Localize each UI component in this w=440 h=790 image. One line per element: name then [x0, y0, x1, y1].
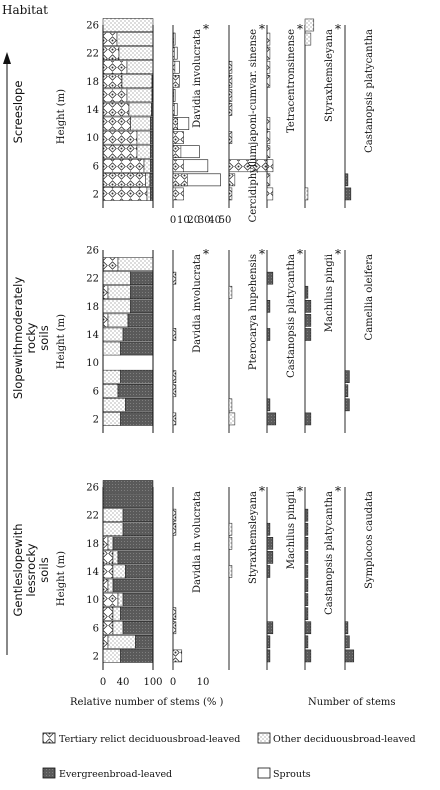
species-star: *	[259, 22, 265, 36]
height-tick-label: 2	[92, 651, 99, 663]
species-bar	[267, 565, 270, 577]
height-tick-label: 18	[86, 301, 99, 313]
species-bar	[173, 413, 176, 425]
species-bar	[345, 636, 349, 648]
stack-segment-other	[103, 398, 126, 411]
species-bar	[305, 622, 311, 634]
stack-segment-evergreen	[121, 342, 154, 355]
stack-segment-other	[108, 537, 113, 550]
stack-segment-other	[119, 47, 153, 60]
species-bar	[229, 103, 232, 115]
height-tick-label: 18	[86, 538, 99, 550]
stack-segment-other	[118, 593, 123, 606]
species-bar	[229, 413, 235, 425]
stack-segment-other	[147, 187, 151, 200]
stack-segment-evergreen	[123, 509, 153, 522]
height-axis-label: Height (m)	[56, 88, 67, 145]
height-tick-label: 22	[86, 510, 99, 522]
species-bar	[305, 537, 308, 549]
species-bar	[305, 650, 311, 662]
stack-segment-evergreen	[123, 593, 153, 606]
species-bar	[305, 300, 311, 312]
habitat-label: Slopewithmoderately	[11, 276, 25, 400]
species-bar	[229, 399, 232, 411]
species-bar	[267, 523, 270, 535]
height-tick-label: 14	[86, 566, 99, 578]
stack-segment-evergreen	[128, 314, 153, 327]
stack-segment-other	[103, 18, 153, 31]
stack-segment-tertiary	[103, 314, 108, 327]
species-bar	[267, 636, 270, 648]
legend-swatch-sprouts	[258, 768, 270, 778]
species-bar	[267, 132, 270, 144]
height-axis-label: Height (m)	[56, 313, 67, 370]
species-bar	[229, 565, 232, 577]
stack-segment-other	[103, 523, 123, 536]
stack-segment-other	[108, 286, 131, 299]
stack-segment-evergreen	[103, 495, 153, 508]
species-bar	[173, 272, 176, 284]
stack-segment-evergreen	[103, 480, 153, 493]
species-name: Davidia involucrata	[192, 254, 203, 353]
species-name: Castanopsis platycantha	[286, 254, 297, 378]
count-tick-label: 30	[197, 215, 211, 226]
stack-segment-tertiary	[103, 593, 118, 606]
species-bar	[173, 47, 174, 59]
species-name: Castanopsis platycantha	[364, 29, 375, 153]
species-star: *	[297, 484, 303, 498]
species-bar	[267, 272, 273, 284]
stack-segment-other	[108, 635, 136, 648]
height-tick-label: 14	[86, 329, 99, 341]
stack-segment-tertiary	[103, 173, 146, 186]
species-bar	[305, 413, 311, 425]
stack-segment-other	[129, 103, 152, 116]
species-bar	[267, 146, 270, 158]
species-bar	[305, 188, 308, 200]
species-name: Cercidiphyllumjaponi-cumvar. sinense	[248, 29, 259, 223]
species-bar	[267, 328, 270, 340]
stack-segment-tertiary	[103, 621, 113, 634]
stack-segment-other	[103, 649, 121, 662]
stack-segment-tertiary	[103, 607, 113, 620]
species-bar	[305, 594, 308, 606]
species-bar	[267, 75, 270, 87]
species-star: *	[297, 22, 303, 36]
stack-segment-other	[127, 61, 153, 74]
stack-segment-evergreen	[123, 523, 153, 536]
habitat-header: Habitat	[2, 3, 48, 17]
species-bar	[267, 399, 270, 411]
species-bar	[305, 19, 314, 31]
stack-segment-evergreen	[118, 384, 153, 397]
species-bar	[305, 286, 308, 298]
stack-segment-evergreen	[123, 621, 153, 634]
height-axis-label: Height (m)	[56, 550, 67, 607]
stack-segment-other	[122, 75, 152, 88]
stack-segment-evergreen	[123, 328, 153, 341]
height-tick-label: 10	[86, 358, 99, 370]
stack-segment-evergreen	[121, 649, 154, 662]
species-star: *	[259, 484, 265, 498]
stack-segment-other	[144, 159, 151, 172]
height-tick-label: 22	[86, 48, 99, 60]
species-name: Davidia involucrata	[192, 29, 203, 128]
height-tick-label: 14	[86, 104, 99, 116]
species-name: Camellia oleifera	[364, 254, 375, 341]
legend-label-other: Other deciduousbroad-leaved	[273, 734, 416, 745]
stack-segment-other	[118, 258, 153, 271]
species-bar	[345, 188, 351, 200]
stack-segment-other	[103, 328, 123, 341]
stack-segment-other	[103, 342, 121, 355]
species-name: Pterocarya hupehensis	[248, 254, 259, 371]
stack-segment-other	[113, 607, 121, 620]
species-name: Machilus pingii	[286, 491, 297, 570]
stack-segment-evergreen	[131, 286, 154, 299]
stack-segment-tertiary	[103, 187, 147, 200]
species-bar	[173, 608, 176, 620]
species-bar	[173, 523, 176, 535]
height-tick-label: 6	[92, 386, 99, 398]
stack-segment-evergreen	[113, 579, 153, 592]
stack-segment-other	[103, 384, 118, 397]
species-bar	[267, 413, 276, 425]
species-bar	[173, 160, 183, 172]
species-bar	[305, 509, 308, 521]
habitat-label: soils	[37, 325, 51, 351]
species-bar	[345, 385, 348, 397]
species-bar	[267, 537, 273, 549]
stack-segment-other	[127, 89, 152, 102]
species-bar	[173, 89, 174, 101]
species-bar	[267, 118, 270, 130]
stack-segment-tertiary	[103, 565, 113, 578]
species-bar	[229, 188, 232, 200]
species-star: *	[335, 247, 341, 261]
count-axis-label: Number of stems	[308, 697, 396, 708]
species-name: Tetracentronsinense	[286, 29, 297, 133]
species-star: *	[203, 22, 209, 36]
stack-segment-evergreen	[136, 635, 154, 648]
stack-segment-other	[103, 370, 121, 383]
species-bar	[345, 174, 348, 186]
stack-segment-evergreen	[126, 565, 154, 578]
height-tick-label: 26	[86, 245, 99, 257]
stack-segment-tertiary	[103, 103, 129, 116]
species-bar	[267, 61, 270, 73]
legend-swatch-other	[258, 733, 270, 743]
count-tick-label: 50	[218, 215, 232, 226]
species-bar	[345, 399, 349, 411]
legend-label-sprouts: Sprouts	[273, 769, 311, 780]
habitat-arrow-head	[3, 52, 11, 64]
stack-segment-tertiary	[103, 145, 137, 158]
height-tick-label: 26	[86, 20, 99, 32]
stack-segment-evergreen	[113, 537, 153, 550]
stack-segment-other	[113, 565, 126, 578]
species-bar	[267, 622, 273, 634]
species-bar	[345, 650, 354, 662]
species-name: Symplocos caudata	[364, 491, 375, 589]
species-star: *	[335, 22, 341, 36]
species-bar	[305, 551, 308, 563]
species-bar	[229, 75, 232, 87]
stack-segment-tertiary	[103, 537, 108, 550]
stack-segment-other	[146, 173, 151, 186]
habitat-label: rocky	[24, 322, 38, 354]
stack-segment-evergreen	[118, 551, 153, 564]
species-bar	[229, 61, 232, 73]
species-bar	[229, 286, 232, 298]
species-bar	[229, 523, 232, 535]
legend	[43, 733, 416, 780]
species-bar	[229, 174, 235, 186]
stack-segment-other	[108, 579, 113, 592]
species-bar	[173, 188, 184, 200]
panel-3	[11, 480, 375, 688]
stack-segment-tertiary	[103, 89, 127, 102]
species-bar	[173, 132, 184, 144]
species-bar	[305, 580, 308, 592]
stack-segment-other	[113, 621, 123, 634]
relative-tick-label: 0	[99, 677, 107, 688]
stack-segment-tertiary	[103, 47, 119, 60]
stack-segment-evergreen	[131, 272, 154, 285]
species-bar	[173, 103, 174, 115]
species-bar	[305, 636, 308, 648]
stack-segment-evergreen	[121, 412, 154, 425]
species-name: Machilus pingii	[324, 254, 335, 333]
species-bar	[229, 132, 232, 144]
stack-segment-tertiary	[103, 579, 108, 592]
species-bar	[267, 551, 273, 563]
species-bar	[267, 33, 270, 45]
species-bar	[267, 47, 270, 59]
species-bar	[267, 300, 270, 312]
species-bar	[305, 565, 308, 577]
species-bar	[305, 328, 311, 340]
legend-swatch-evergreen	[43, 768, 55, 778]
legend-label-tertiary: Tertiary relict deciduousbroad-leaved	[59, 734, 241, 745]
relative-tick-label: 100	[143, 677, 163, 688]
height-tick-label: 6	[92, 161, 99, 173]
habitat-label: Screeslope	[11, 80, 25, 144]
height-tick-label: 6	[92, 623, 99, 635]
habitat-label: lessrocky	[24, 543, 38, 597]
count-tick-label: 10	[196, 677, 210, 688]
height-tick-label: 2	[92, 189, 99, 201]
stack-segment-other	[103, 412, 121, 425]
height-tick-label: 10	[86, 133, 99, 145]
species-bar	[305, 523, 308, 535]
stack-segment-tertiary	[103, 75, 122, 88]
height-tick-label: 26	[86, 482, 99, 494]
species-name: Davidia in volucrata	[192, 491, 203, 594]
stack-segment-tertiary	[103, 635, 108, 648]
count-tick-label: 10	[177, 215, 190, 226]
species-bar	[267, 174, 270, 186]
stack-segment-tertiary	[103, 258, 118, 271]
relative-axis-label: Relative number of stems (% )	[70, 697, 224, 708]
species-star: *	[203, 247, 209, 261]
species-bar	[305, 33, 311, 45]
species-star: *	[335, 484, 341, 498]
legend-label-evergreen: Evergreenbroad-leaved	[59, 769, 173, 780]
stack-segment-tertiary	[103, 117, 131, 130]
species-bar	[345, 622, 348, 634]
count-tick-label: 20	[187, 215, 201, 226]
count-tick-label: 0	[169, 677, 177, 688]
count-tick-label: 40	[208, 215, 221, 226]
species-bar	[173, 385, 176, 397]
relative-tick-label: 40	[116, 677, 130, 688]
species-bar	[173, 622, 176, 634]
panel-2	[11, 246, 375, 434]
stack-segment-other	[108, 314, 128, 327]
stack-segment-other	[103, 300, 131, 313]
stack-segment-tertiary	[103, 61, 127, 74]
stack-segment-other	[137, 131, 151, 144]
species-name: Castanopsis platycantha	[324, 491, 335, 615]
legend-swatch-tertiary	[43, 733, 55, 743]
height-tick-label: 10	[86, 595, 99, 607]
stack-segment-evergreen	[121, 370, 154, 383]
stack-segment-tertiary	[103, 286, 108, 299]
stack-segment-evergreen	[121, 607, 154, 620]
stack-segment-other	[103, 272, 131, 285]
stack-segment-other	[103, 509, 123, 522]
species-bar	[173, 118, 178, 130]
panels	[11, 18, 375, 688]
species-bar	[229, 537, 232, 549]
stack-segment-tertiary	[103, 159, 144, 172]
species-bar	[229, 89, 232, 101]
stack-segment-evergreen	[131, 300, 154, 313]
species-bar	[173, 328, 176, 340]
species-bar	[267, 650, 270, 662]
panel-1	[11, 18, 375, 226]
height-tick-label: 22	[86, 273, 99, 285]
species-star: *	[297, 247, 303, 261]
stack-segment-tertiary	[103, 131, 137, 144]
species-bar	[173, 650, 182, 662]
species-bar	[305, 608, 308, 620]
species-bar	[345, 371, 349, 383]
habitat-label: Gentleslopewith	[11, 523, 25, 617]
species-bar	[173, 61, 175, 73]
stack-segment-other	[113, 551, 118, 564]
species-bar	[173, 33, 174, 45]
stack-segment-evergreen	[126, 398, 154, 411]
species-star: *	[259, 247, 265, 261]
species-name: Styraxhemsleyana	[324, 29, 335, 123]
species-bar	[173, 146, 181, 158]
species-bar	[305, 314, 311, 326]
species-bar	[173, 371, 176, 383]
stack-segment-other	[117, 33, 153, 46]
stack-segment-tertiary	[103, 33, 117, 46]
stack-segment-tertiary	[103, 551, 113, 564]
count-tick-label: 0	[169, 215, 177, 226]
stack-segment-other	[131, 117, 151, 130]
species-name: Styraxhemsleyana	[248, 491, 259, 585]
height-tick-label: 18	[86, 76, 99, 88]
stack-segment-other	[137, 145, 151, 158]
species-bar	[173, 75, 179, 87]
height-tick-label: 2	[92, 414, 99, 426]
species-bar	[267, 188, 273, 200]
species-bar	[173, 174, 187, 186]
habitat-label: soils	[37, 557, 51, 583]
species-bar	[173, 509, 176, 521]
